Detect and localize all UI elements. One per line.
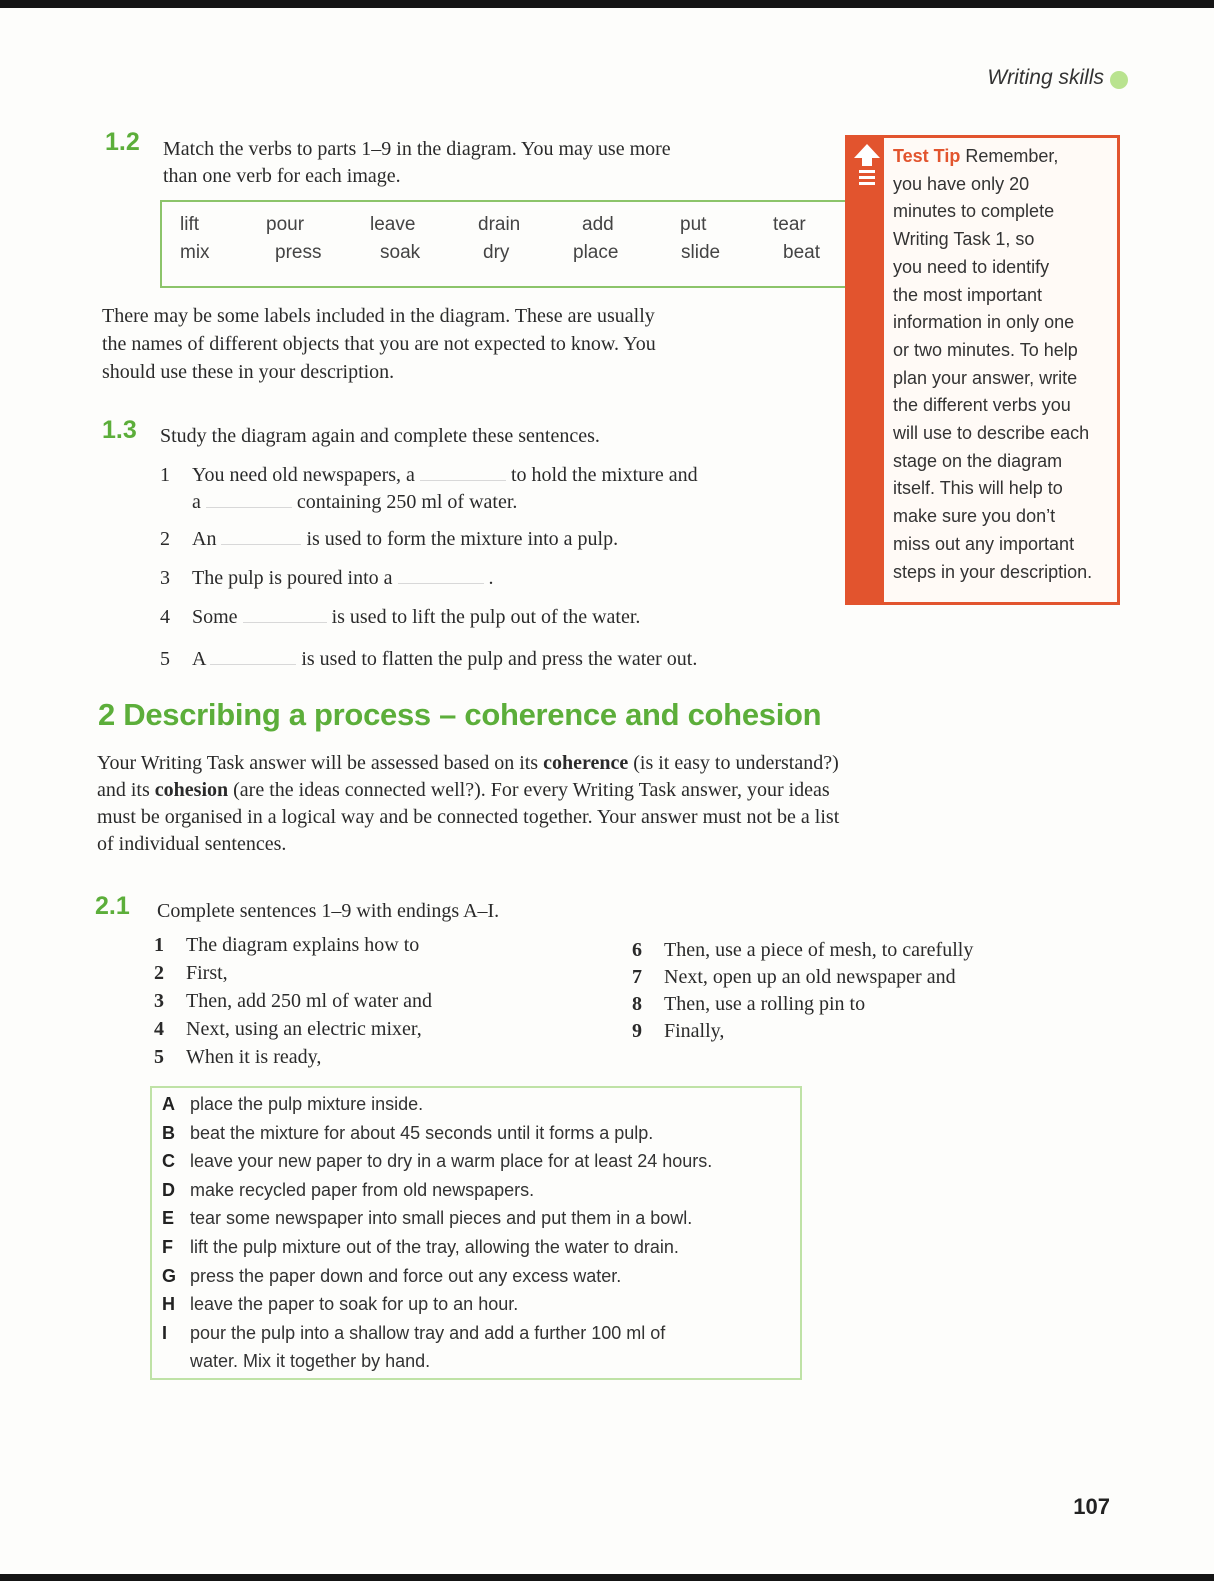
sentence-start: 5 When it is ready, [154,1046,322,1068]
ending-item: E tear some newspaper into small pieces and put them in a bowl. [162,1208,693,1229]
sentence-2: 2 An is used to form the mixture into a pulp. [160,528,619,550]
test-tip-strip [848,138,884,602]
ending-item: I pour the pulp into a shallow tray and add a further 100 ml of [162,1322,666,1343]
exercise-1-3-instruction: Study the diagram again and complete these sentences. [160,425,600,447]
exercise-2-1-instruction: Complete sentences 1–9 with endings A–I. [157,900,500,922]
ending-item: F lift the pulp mixture out of the tray, allowing the water to drain. [162,1237,679,1257]
verb-item: soak [380,242,421,263]
verb-item: tear [773,214,806,235]
bottom-edge [0,1574,1214,1581]
verb-item: drain [478,214,521,235]
ending-item-continuation: water. Mix it together by hand. [190,1351,431,1372]
verb-item: put [680,214,707,235]
exercise-number-1-3: 1.3 [102,416,137,444]
sentence-start: 1 The diagram explains how to [154,934,420,956]
verb-item: dry [483,242,510,263]
section-heading: 2 Describing a process – coherence and cohesion [98,697,822,732]
ending-item: D make recycled paper from old newspapers. [162,1179,535,1200]
verb-item: press [275,242,322,263]
verb-item: pour [266,214,305,235]
verb-item: mix [180,242,210,263]
verb-item: slide [681,242,721,263]
sentence-start: 3 Then, add 250 ml of water and [154,990,433,1012]
ending-item: C leave your new paper to dry in a warm place for at least 24 hours. [162,1151,713,1172]
sentence-1-cont: a containing 250 ml of water. [192,491,518,513]
verb-item: place [573,242,619,263]
exercise-1-2-instruction: Match the verbs to parts 1–9 in the diagram. You may use more than one verb for each image. [163,138,671,187]
answer-blank[interactable] [420,462,506,481]
verb-item: beat [783,242,820,263]
answer-blank[interactable] [221,526,301,545]
verb-item: leave [370,214,416,235]
section-2-paragraph: Your Writing Task answer will be assessed based on its coherence (is it easy to understand?) and its cohesion (are the ideas connected well?). For every Writing Task answer, your ideas must be organised in a logical way and be connected together. Your answer must not be a list of individual sentences. [97,752,840,855]
verb-item: add [582,214,614,235]
sentence-start: 6 Then, use a piece of mesh, to carefully [632,939,974,961]
sentence-4: 4 Some is used to lift the pulp out of the water. [160,606,641,628]
ending-item: H leave the paper to soak for up to an hour. [162,1294,519,1315]
answer-blank[interactable] [206,489,292,508]
sentence-1: 1 You need old newspapers, a to hold the mixture and [160,464,698,486]
header-dot-icon [1110,71,1128,89]
sentence-start: 8 Then, use a rolling pin to [632,993,866,1015]
sentence-5: 5 A is used to flatten the pulp and press the water out. [160,648,698,670]
verb-item: lift [180,214,199,235]
top-edge [0,0,1214,8]
answer-blank[interactable] [210,646,296,665]
test-tip-title: Test Tip [893,146,961,166]
page-number: 107 [1073,1494,1110,1519]
ending-item: G press the paper down and force out any excess water. [162,1265,622,1286]
labels-paragraph: There may be some labels included in the diagram. These are usually the names of different objects that you are not expected to know. You should use these in your description. [102,305,656,383]
ending-item: A place the pulp mixture inside. [162,1094,424,1114]
answer-blank[interactable] [243,604,327,623]
test-tip-text: Test Tip Remember, you have only 20 minutes to complete Writing Task 1, so you need to identify the most important information in only one or two minutes. To help plan your answer, write the different verbs you will use to describe each stage on the diagram itself. This will help to make sure you don’t miss out any important steps in your description. [893,146,1093,582]
running-header: Writing skills [987,66,1104,89]
exercise-number-2-1: 2.1 [95,892,130,920]
sentence-start: 7 Next, open up an old newspaper and [632,966,956,988]
exercise-number-1-2: 1.2 [105,128,140,156]
sentence-start: 2 First, [154,962,228,984]
sentence-3: 3 The pulp is poured into a . [160,567,494,589]
arrow-up-icon [853,142,881,188]
ending-item: B beat the mixture for about 45 seconds until it forms a pulp. [162,1122,654,1143]
sentence-start: 9 Finally, [632,1020,725,1042]
sentence-start: 4 Next, using an electric mixer, [154,1018,422,1040]
answer-blank[interactable] [398,565,484,584]
